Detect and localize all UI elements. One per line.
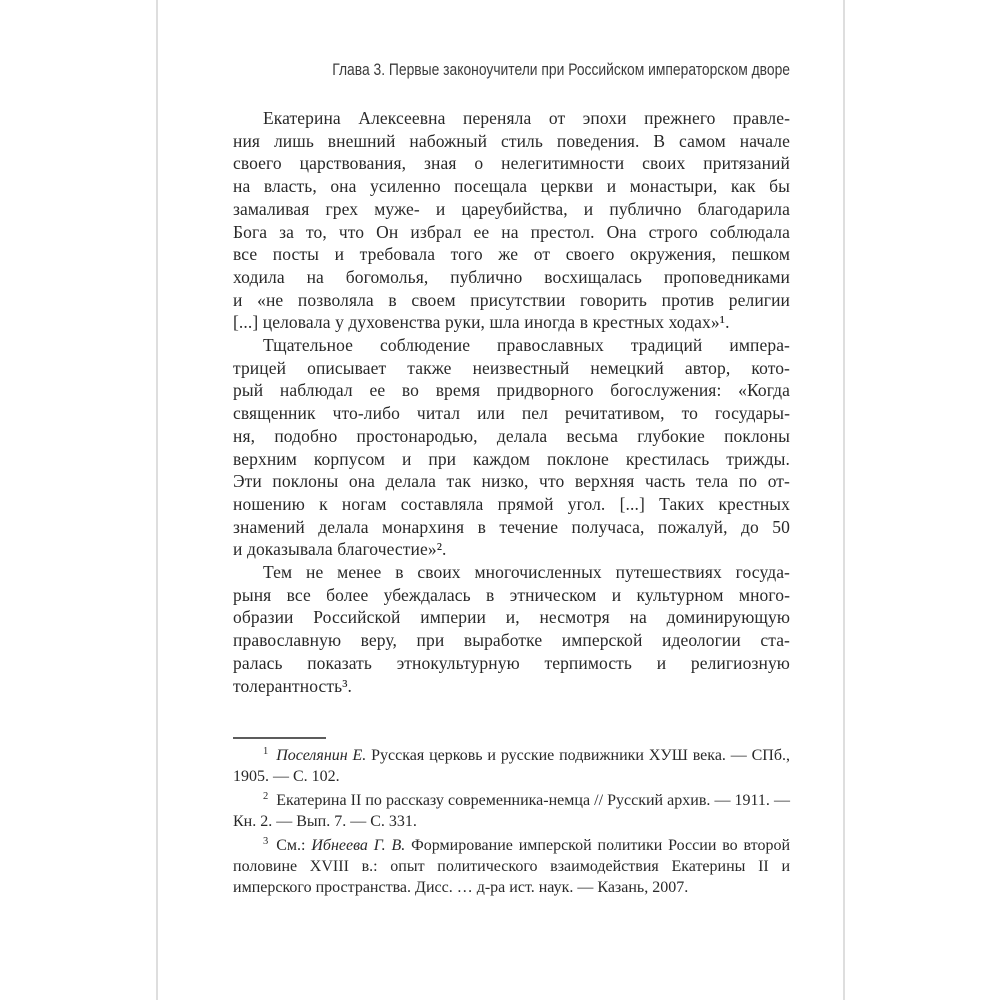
text-line: верхним корпусом и при каждом поклоне крестилась трижды.: [233, 448, 790, 469]
footnote-list: [233, 745, 790, 898]
footnote-author: Поселянин Е.: [276, 747, 367, 764]
text-line: рыня все более убеждалась в этническом и культурном много-: [233, 584, 790, 605]
text-line: ня, подобно простонародью, делала весьма глубокие поклоны: [233, 425, 790, 446]
text-line: все посты и требовала того же от своего окружения, пешком: [233, 244, 790, 265]
text-line: Тщательное соблюдение православных традиций импера-: [263, 335, 790, 356]
footnote-marker: 3: [263, 835, 269, 847]
text-line: православную веру, при выработке имперской идеологии ста-: [233, 630, 790, 651]
text-line: Бога за то, что Он избрал ее на престол. Она строго соблюдала: [233, 221, 790, 242]
text-line: Екатерина Алексеевна переняла от эпохи прежнего правле-: [263, 108, 790, 128]
text-line: Эти поклоны она делала так низко, что верхняя часть тела по от-: [233, 471, 790, 492]
text-line: своего царствования, зная о нелегитимности своих притязаний: [233, 153, 790, 174]
text-line: священник что-либо читал или пел речитативом, то государы-: [233, 403, 790, 424]
footnote-text: См.:: [276, 837, 312, 854]
footnote: [233, 790, 790, 832]
paragraph: [233, 107, 790, 334]
body-text: [233, 107, 790, 697]
text-line: ношению к ногам составляла прямой угол. [...] Таких крестных: [233, 493, 790, 514]
footnotes-section: [233, 737, 790, 898]
text-line: толерантность³.: [233, 675, 353, 696]
footnote-text: Екатерина II по рассказу современника-немца // Русский архив. — 1911. — Кн. 2. — Вып. 7. — С. 331.: [233, 792, 790, 830]
footnote-author: Ибнеева Г. В.: [311, 837, 406, 854]
text-line: и «не позволяла в своем присутствии говорить против религии: [233, 289, 790, 310]
footnote-text: Формирование имперской политики России во второй половине XVIII в.: опыт политического взаимодействия Екатерины II и имперского пространства. Дисс. … д-ра ист. наук. — Казань, 2007.: [233, 837, 791, 896]
page-edge-left: [156, 0, 158, 1000]
running-header: Глава 3. Первые законоучители при Российском императорском дворе: [332, 61, 790, 79]
footnote-separator-rule: [233, 737, 326, 739]
footnote-marker: 1: [263, 745, 269, 757]
text-line: ния лишь внешний набожный стиль поведения. В самом начале: [233, 130, 790, 151]
text-line: ходила на богомолья, публично восхищалась проповедниками: [233, 266, 790, 287]
paragraph: [233, 334, 790, 561]
text-line: ралась показать этнокультурную терпимость и религиозную: [233, 652, 790, 673]
text-line: рый наблюдал ее во время придворного богослужения: «Когда: [233, 380, 790, 401]
text-line: знамений делала монархиня в течение получаса, пожалуй, до 50: [233, 516, 790, 537]
footnote-marker: 2: [263, 790, 269, 802]
text-line: трицей описывает также неизвестный немецкий автор, кото-: [233, 357, 790, 378]
footnote: [233, 745, 790, 787]
page-edge-right: [843, 0, 845, 1000]
text-line: образии Российской империи и, несмотря на доминирующую: [233, 607, 790, 628]
footnote-text: Русская церковь и русские подвижники ХУШ века. — СПб., 1905. — С. 102.: [233, 747, 790, 785]
text-line: [...] целовала у духовенства руки, шла иногда в крестных ходах»¹.: [233, 312, 730, 333]
text-line: Тем не менее в своих многочисленных путешествиях госуда-: [263, 562, 790, 583]
text-line: замаливая грех муже- и цареубийства, и публично благодарила: [233, 198, 790, 219]
text-line: и доказывала благочестие»².: [233, 539, 447, 560]
paragraph: [233, 561, 790, 697]
footnote: [233, 835, 790, 898]
text-line: на власть, она усиленно посещала церкви и монастыри, как бы: [233, 176, 790, 197]
